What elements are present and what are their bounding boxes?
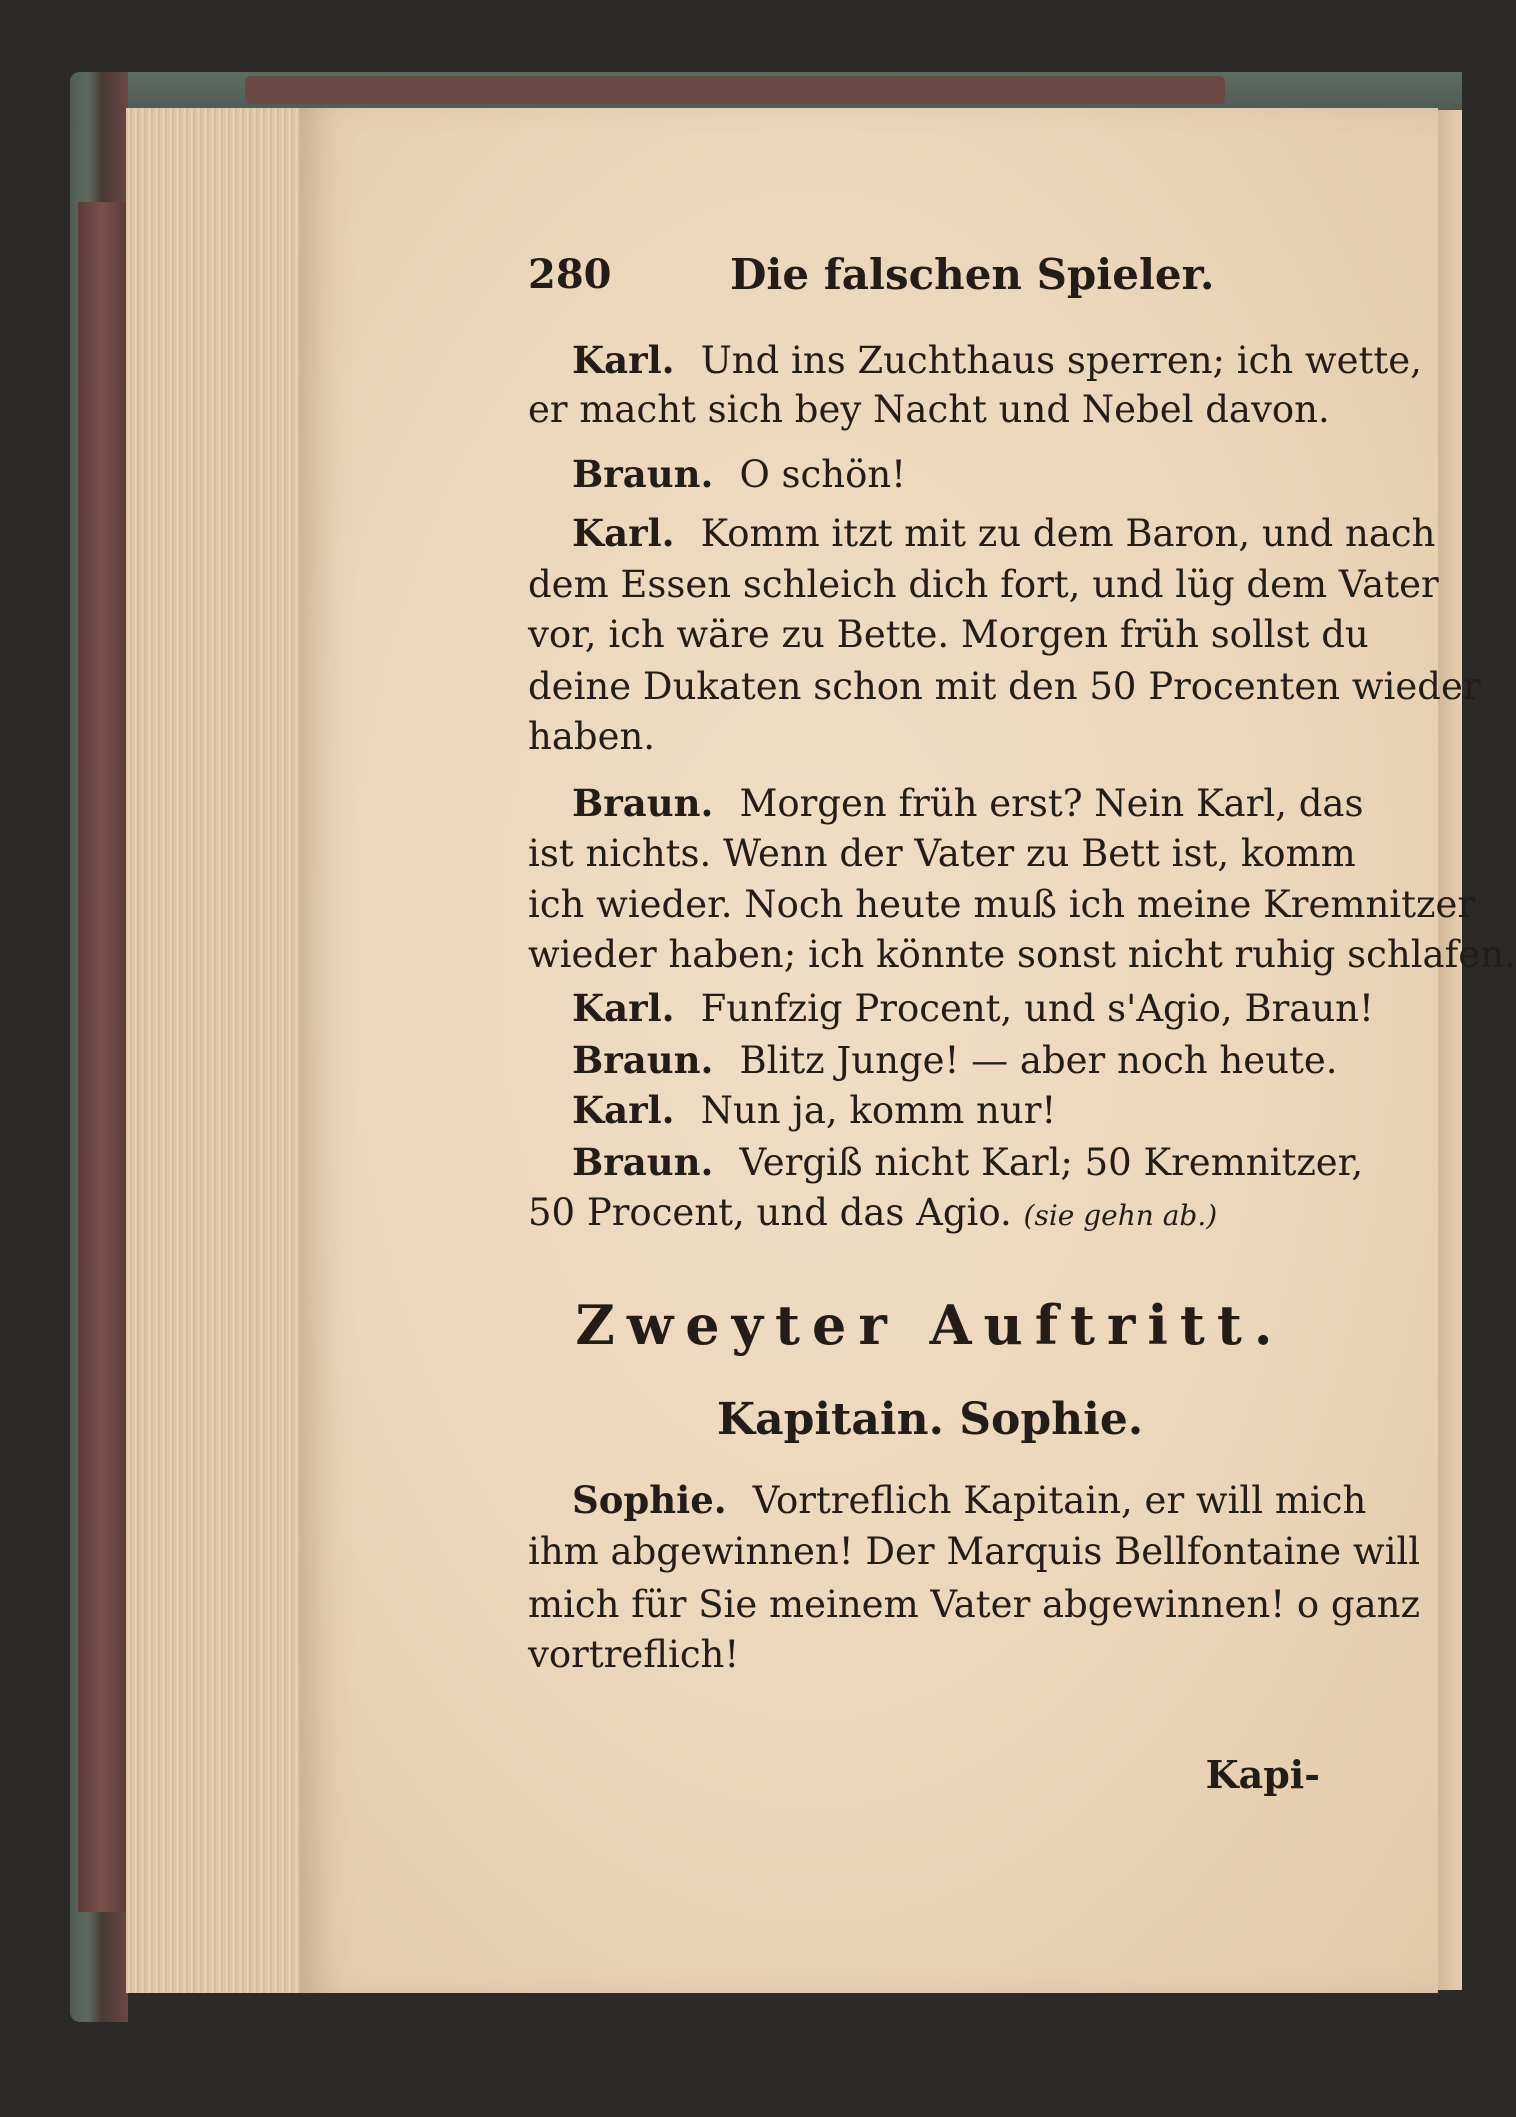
dialogue-line (528, 829, 1356, 879)
dialogue-line (528, 662, 1481, 712)
dialogue-line (528, 930, 1516, 980)
speaker: Braun. (572, 1038, 714, 1082)
line-text: er macht sich bey Nacht und Nebel davon. (528, 388, 1330, 431)
dialogue-line (528, 880, 1476, 930)
dialogue-line (528, 385, 1328, 435)
page-number: 280 (528, 251, 612, 298)
dialogue-line (528, 1630, 1328, 1680)
line-text: deine Dukaten schon mit den 50 Procenten wieder (528, 665, 1481, 708)
dialogue-line (572, 1475, 1367, 1526)
line-text: Blitz Junge! — aber noch heute. (739, 1039, 1338, 1082)
dialogue-line (528, 610, 1369, 660)
line-text: Und ins Zuchthaus sperren; ich wette, (700, 339, 1422, 382)
stage-direction: (sie gehn ab.) (1023, 1199, 1218, 1232)
dialogue-line (572, 1035, 1338, 1086)
catchword: Kapi- (1205, 1752, 1320, 1797)
dialogue-line (572, 335, 1422, 386)
line-text: Komm itzt mit zu dem Baron, und nach (700, 512, 1436, 555)
line-text: ist nichts. Wenn der Vater zu Bett ist, komm (528, 832, 1356, 875)
dialogue-line (528, 560, 1439, 610)
dialogue-line (528, 712, 1328, 762)
line-text: ihm abgewinnen! Der Marquis Bellfontaine will (528, 1530, 1421, 1573)
line-text: dem Essen schleich dich fort, und lüg dem Vater (528, 563, 1439, 606)
line-text: 50 Procent, und das Agio. (528, 1191, 1012, 1234)
scene-characters: Kapitain. Sophie. (716, 1394, 1144, 1445)
speaker: Karl. (572, 1088, 675, 1132)
line-text: mich für Sie meinem Vater abgewinnen! o ganz (528, 1583, 1420, 1626)
speaker: Karl. (572, 511, 675, 555)
line-text: Vortreflich Kapitain, er will mich (752, 1479, 1367, 1522)
dialogue-line (572, 449, 1328, 500)
line-text: vortreflich! (528, 1633, 740, 1676)
speaker: Braun. (572, 452, 714, 496)
dialogue-line (528, 1580, 1420, 1630)
scene-heading: Zweyter Auftritt. (575, 1293, 1285, 1357)
line-text: O schön! (739, 453, 907, 496)
line-text: Morgen früh erst? Nein Karl, das (739, 782, 1364, 825)
line-text: Vergiß nicht Karl; 50 Kremnitzer, (739, 1141, 1364, 1184)
dialogue-line (572, 508, 1436, 559)
line-text: vor, ich wäre zu Bette. Morgen früh sollst du (528, 613, 1369, 656)
speaker: Karl. (572, 338, 675, 382)
running-title: Die falschen Spieler. (730, 250, 1215, 299)
speaker: Braun. (572, 1140, 714, 1184)
speaker: Sophie. (572, 1478, 727, 1522)
speaker: Braun. (572, 781, 714, 825)
dialogue-line (528, 1527, 1421, 1577)
line-text: ich wieder. Noch heute muß ich meine Kremnitzer (528, 883, 1476, 926)
dialogue-line (572, 983, 1374, 1034)
dialogue-line (572, 1137, 1364, 1188)
dialogue-line (572, 1085, 1328, 1136)
dialogue-line (572, 778, 1364, 829)
dialogue-line (528, 1188, 1328, 1241)
speaker: Karl. (572, 986, 675, 1030)
line-text: wieder haben; ich könnte sonst nicht ruhig schlafen. (528, 933, 1516, 976)
line-text: Funfzig Procent, und s'Agio, Braun! (700, 987, 1374, 1030)
line-text: Nun ja, komm nur! (700, 1089, 1057, 1132)
line-text: haben. (528, 715, 656, 758)
